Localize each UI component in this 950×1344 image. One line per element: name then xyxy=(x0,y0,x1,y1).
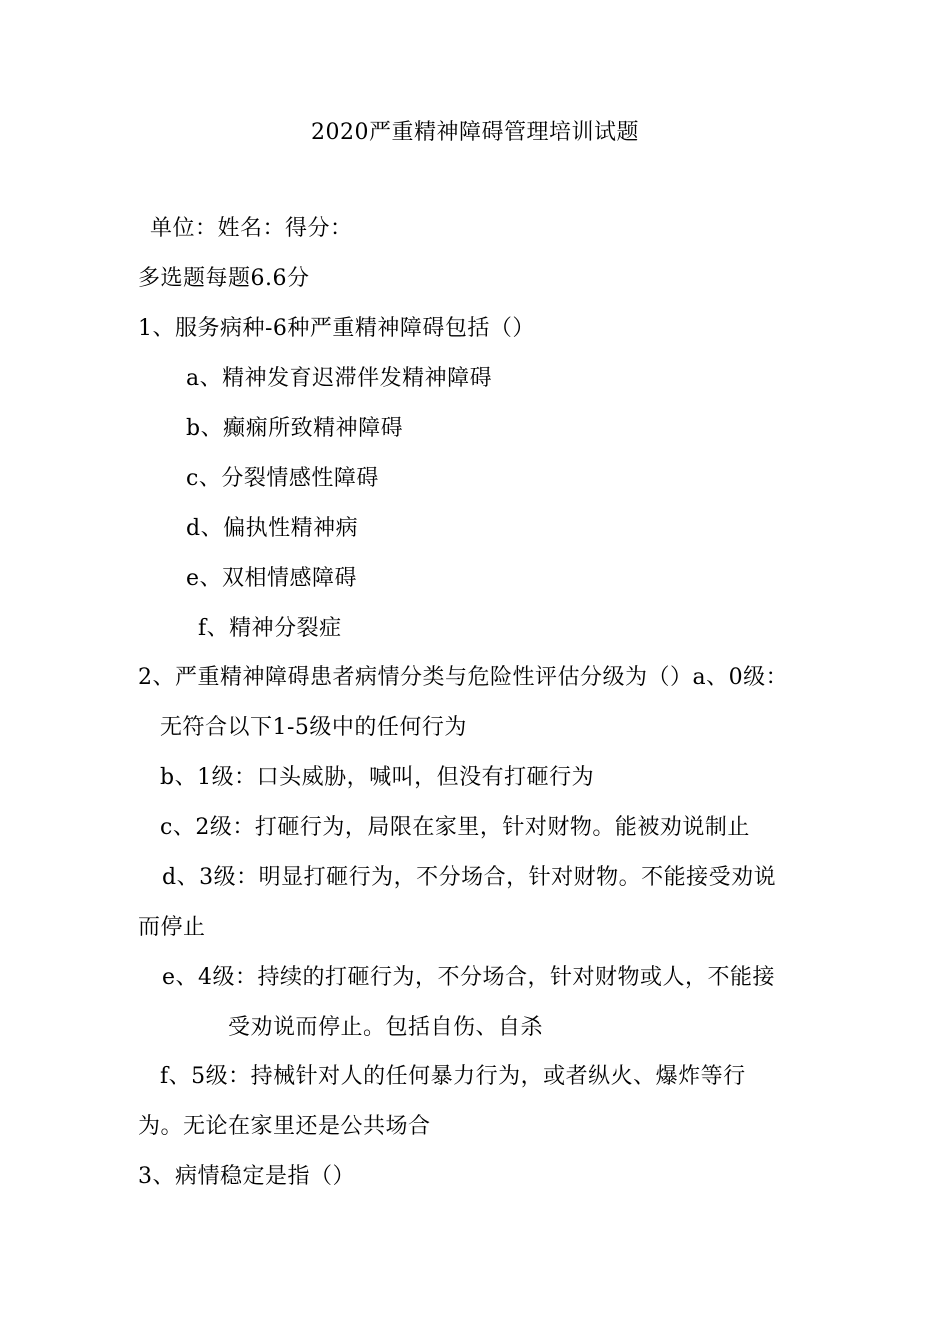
section-heading: 多选题每题6.6分 xyxy=(138,266,310,291)
question-2-option-a-cont: 无符合以下1-5级中的任何行为 xyxy=(160,715,467,740)
question-1-stem: 1、服务病种-6种严重精神障碍包括（） xyxy=(138,316,535,341)
question-3-stem: 3、病情稳定是指（） xyxy=(138,1164,355,1189)
question-2-option-e: e、4级：持续的打砸行为，不分场合，针对财物或人，不能接 xyxy=(162,965,776,990)
question-1-option-e: e、双相情感障碍 xyxy=(186,566,358,591)
question-2-stem: 2、严重精神障碍患者病情分类与危险性评估分级为（）a、0级： xyxy=(138,665,789,690)
header-fields: 单位：姓名：得分： xyxy=(150,216,353,241)
question-2-option-f-cont: 为。无论在家里还是公共场合 xyxy=(138,1114,431,1139)
question-1-option-c: c、分裂情感性障碍 xyxy=(186,466,379,491)
question-1-option-b: b、癫痫所致精神障碍 xyxy=(186,416,404,441)
question-2-option-c: c、2级：打砸行为，局限在家里，针对财物。能被劝说制止 xyxy=(160,815,750,840)
question-2-option-d: d、3级：明显打砸行为，不分场合，针对财物。不能接受劝说 xyxy=(162,865,777,890)
question-1-option-a: a、精神发育迟滞伴发精神障碍 xyxy=(186,366,493,391)
document-title: 2020严重精神障碍管理培训试题 xyxy=(311,120,639,145)
question-2-option-e-cont: 受劝说而停止。包括自伤、自杀 xyxy=(228,1015,544,1040)
question-1-option-f: f、精神分裂症 xyxy=(198,616,342,641)
question-1-option-d: d、偏执性精神病 xyxy=(186,516,359,541)
question-2-option-d-cont: 而停止 xyxy=(138,915,206,940)
question-2-option-b: b、1级：口头威胁，喊叫，但没有打砸行为 xyxy=(160,765,595,790)
question-2-option-f: f、5级：持械针对人的任何暴力行为，或者纵火、爆炸等行 xyxy=(160,1064,746,1089)
